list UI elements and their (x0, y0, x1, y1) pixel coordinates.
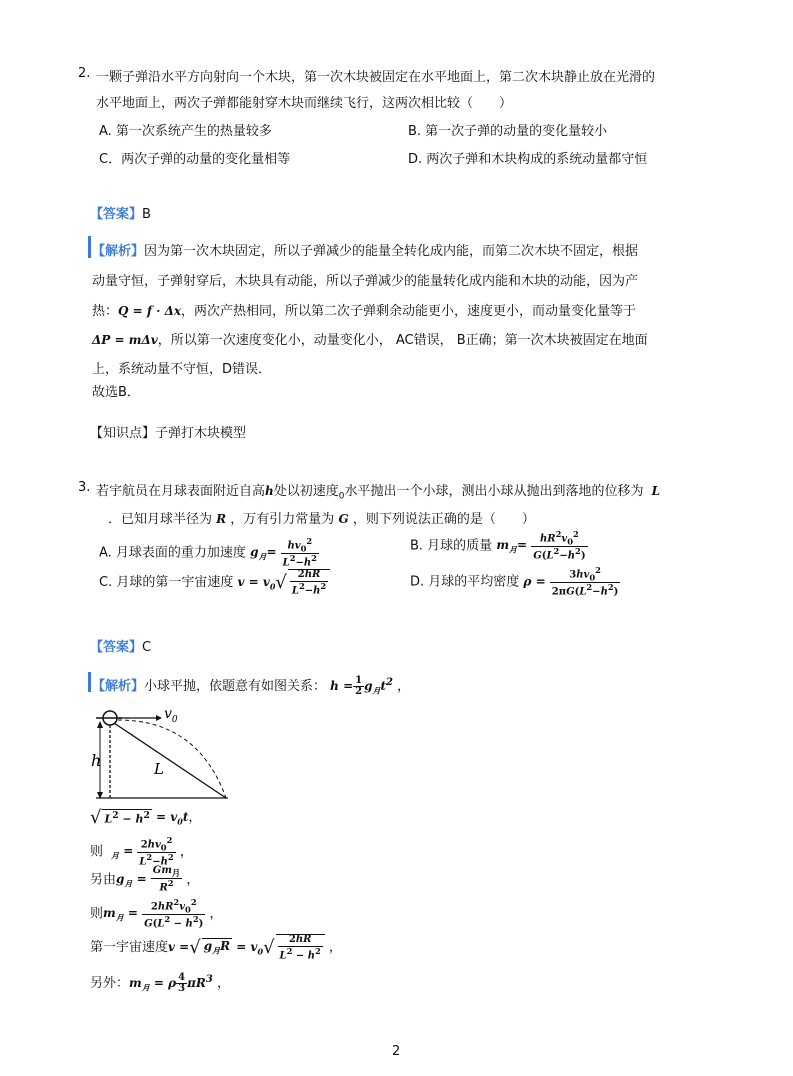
q2-analysis-line1 (92, 240, 638, 259)
formula-mass-rhs: $\pi R^3$ (187, 974, 213, 990)
work-step-4: 则$m_月$ = $\frac{2hR^2v_0^2}{G(L^2 - h^2)}$ ， (90, 897, 223, 930)
q2-stem-line2: 水平地面上，两次子弹都能射穿木块而继续飞行，这两次相比较（ ） (96, 96, 513, 111)
work-step-1 (90, 806, 201, 828)
radicand: $L^2 - h^2$ (104, 810, 150, 826)
stem-text: ．已知月球半径为 (108, 512, 213, 527)
work-text: 第一宇宙速度 (90, 940, 169, 956)
q2-analysis-line3 (92, 300, 636, 319)
radical: √ (189, 937, 201, 959)
v0-arrow-head (156, 715, 162, 721)
q2-option-c: C．两次子弹的动量的变化量相等 (99, 152, 291, 167)
radical: √ (263, 937, 275, 959)
work-step-6: 另外：$m_月 = \rho$ $\frac{4}{3}$ $\pi R^3$ ， (90, 971, 230, 994)
fraction: $\frac{hv_0^2}{L^2-h^2}$ (282, 536, 317, 569)
option-text: A. 月球表面的重力加速度 (99, 545, 246, 561)
formula-h-rhs: $g_月t^2$ (364, 677, 394, 696)
answer-tag: 【答案】 (90, 207, 143, 222)
q2-analysis-line4 (92, 329, 648, 348)
q3-number: 3. (78, 480, 91, 495)
formula-m: $m_月$ = (103, 906, 138, 923)
radical: √ (90, 807, 102, 828)
q3-stem-line1 (96, 480, 660, 502)
analysis-tag: 【解析】 (92, 244, 145, 259)
analysis-tag: 【解析】 (92, 679, 145, 694)
q2-number: 2. (78, 66, 91, 81)
q3-option-d (410, 566, 620, 598)
formula-h: h = (330, 679, 354, 693)
formula-heat: Q = f · Δx (118, 304, 182, 318)
q2-conclusion: 故选B． (92, 385, 140, 400)
q3-option-a (99, 537, 319, 569)
var-sub: 0 (338, 491, 345, 502)
fraction: $\frac{Gm_月}{R^2}$ (152, 865, 181, 894)
formula-g-moon: $g_月=$ (250, 545, 277, 562)
work-step-5: 第一宇宙速度v =√ $g_月R = v_0√$ $\frac{2hR}{L^2 - h^2}$ ， (90, 934, 342, 961)
q2-answer (90, 203, 151, 222)
q2-option-d: D. 两次子弹和木块构成的系统动量都守恒 (408, 152, 648, 167)
option-text: B. 月球的质量 (410, 538, 493, 554)
projectile-diagram (88, 698, 238, 808)
analysis-text: ，所以第一次速度变化小，动量变化小， AC错误， B正确；第一次木块被固定在地面 (157, 333, 648, 348)
analysis-marker (88, 672, 91, 692)
v0-label: $v_0$ (164, 706, 178, 725)
option-text: C. 月球的第一宇宙速度 (99, 575, 234, 591)
displacement-L (114, 723, 226, 798)
stem-text: ，万有引力常量为 (230, 512, 335, 527)
q3-option-b (410, 530, 588, 562)
fraction: $\frac{3hv_0^2}{2\pi G(L^2-h^2)}$ (551, 565, 619, 598)
fraction: $\frac{2hv_0^2}{L^2-h^2}$ (139, 835, 174, 868)
formula-v: v = (168, 940, 190, 955)
var-G: G (338, 512, 349, 526)
analysis-text: 热： (92, 304, 119, 319)
punct: ， (188, 810, 202, 825)
formula-m-moon: $m_月=$ (496, 538, 528, 555)
stem-text: 处以初速度 (273, 484, 339, 499)
formula-mass: $m_月 = \rho$ (129, 976, 177, 993)
analysis-text: 小球平抛，依题意有如图关系： (144, 679, 327, 694)
q3-analysis-line1: 【解析】小球平抛，依题意有如图关系： h = $\frac{1}{2}$ $g_月t^2$ ， (92, 674, 411, 697)
formula-g: $g_月$ = (116, 872, 147, 889)
formula-rhs: = $v_0t$ (151, 810, 189, 827)
work-step-3: 另由$g_月$ = $\frac{Gm_月}{R^2}$ ， (90, 865, 200, 894)
L-label: L (154, 760, 164, 778)
work-text: 另外： (90, 976, 130, 991)
h-arrow-up (97, 721, 103, 728)
q2-option-a: A. 第一次系统产生的热量较多 (99, 124, 272, 139)
analysis-text: 因为第一次木块固定，所以子弹减少的能量全转化成内能，而第二次木块不固定，根据 (144, 244, 639, 259)
fraction: $\frac{hR^2v_0^2}{G(L^2-h^2)}$ (533, 529, 586, 562)
var-R: R (216, 512, 227, 526)
page-number: 2 (392, 1044, 401, 1059)
formula-momentum: ΔP = mΔv (92, 333, 158, 347)
option-text: D. 月球的平均密度 (410, 574, 520, 590)
work-text: 则 (90, 844, 104, 860)
q3-option-c: C. 月球的第一宇宙速度 $v = v_0√$ $\frac{2hR}{L^2-h^2}$ (99, 569, 330, 596)
radicand: $g_月R$ (203, 939, 231, 956)
formula-g: $_月$ = (111, 844, 134, 861)
stem-text: 若宇航员在月球表面附近自高 (96, 484, 266, 499)
formula-v-first: $v = v_0$ (237, 575, 276, 592)
work-text: 另由 (90, 872, 117, 888)
q2-stem-line1: 一颗子弹沿水平方向射向一个木块，第一次木块被固定在水平地面上，第二次木块静止放在光滑的 (96, 70, 656, 85)
work-step-2: 则 $_月$ = $\frac{2hv_0^2}{L^2-h^2}$ ， (90, 835, 193, 868)
formula-v-rhs: = $v_0$ (232, 940, 264, 957)
formula-density: ρ = (523, 574, 546, 589)
q2-knowledge-point: 【知识点】子弹打木块模型 (90, 426, 247, 441)
radicand: $\frac{2hR}{L^2 - h^2}$ (276, 934, 325, 961)
q2-analysis-line5: 上，系统动量不守恒，D错误． (92, 362, 272, 377)
work-text: 则 (90, 906, 104, 922)
analysis-marker (88, 236, 91, 258)
h-label: h (91, 751, 102, 770)
q3-stem-line2 (108, 508, 535, 527)
answer-tag: 【答案】 (90, 640, 143, 655)
q3-answer (90, 636, 151, 655)
fraction: $\frac{4}{3}$ (178, 971, 186, 994)
answer-value: C (142, 640, 152, 655)
stem-text: 水平抛出一个小球，测出小球从抛出到落地的位移为 (344, 484, 644, 499)
q2-analysis-line2: 动量守恒，子弹射穿后，木块具有动能，所以子弹减少的能量转化成内能和木块的动能，因为产 (92, 274, 639, 289)
var-h: h (265, 484, 274, 498)
fraction: $\frac{1}{2}$ (355, 674, 363, 697)
analysis-text: ，两次产热相同，所以第二次子弹剩余动能更小，速度更小，而动量变化量等于 (181, 304, 637, 319)
stem-text: ，则下列说法正确的是（ ） (352, 512, 535, 527)
q2-option-b: B. 第一次子弹的动量的变化量较小 (408, 124, 608, 139)
answer-value: B (142, 207, 151, 222)
fraction: $\frac{2hR^2v_0^2}{G(L^2 - h^2)}$ (144, 897, 204, 930)
trajectory (118, 720, 226, 798)
var-L: L (651, 484, 661, 498)
